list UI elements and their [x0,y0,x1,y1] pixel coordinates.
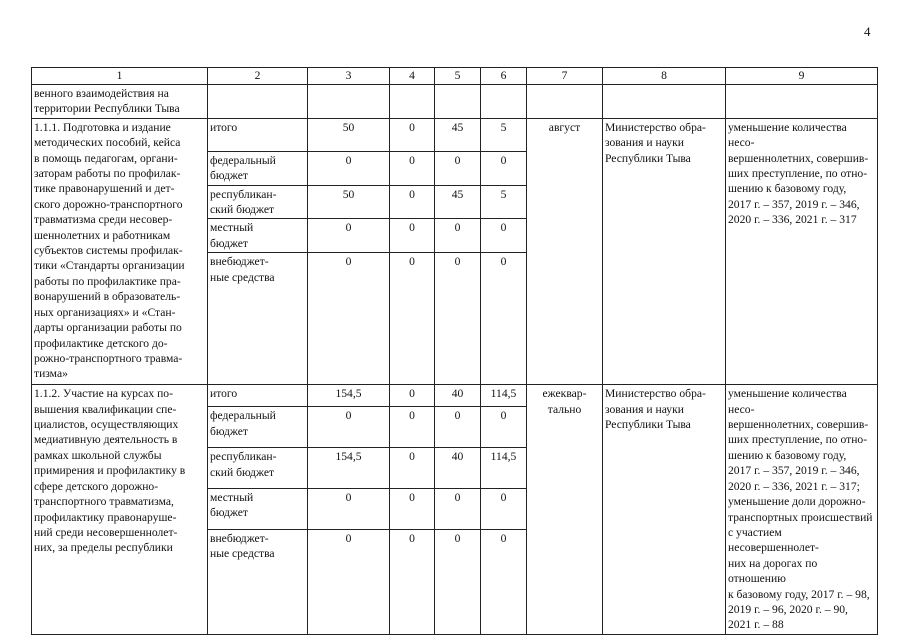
column-number: 8 [603,68,726,85]
measure-description: 1.1.2. Участие на курсах по- вышения квалификации спе- циалистов, осуществляющих медиативную деятельность в рамках школьной службы примирения и профилактику в сфере детского дорожно- транспортного травматизма, профилактику правонаруше- ний среди несовершеннолет- них, за пределы республики [32,385,208,635]
funding-2019: 0 [390,448,435,489]
funding-source: внебюджет- ные средства [208,253,308,385]
measure-executor: Министерство обра- зования и науки Республики Тыва [603,385,726,635]
measures-table [31,67,878,635]
funding-total: 50 [308,118,390,151]
funding-total: 0 [308,529,390,634]
continued-description: венного взаимодействия на территории Республики Тыва [32,85,208,119]
funding-source: республикан- ский бюджет [208,185,308,219]
funding-2021: 5 [481,118,527,151]
funding-source: внебюджет- ные средства [208,529,308,634]
page-number: 4 [864,24,871,39]
measure-result: уменьшение количества несо- вершеннолетних, совершив- ших преступление, по отно- шению к базовому году, 2017 г. – 357, 2019 г. – 346, 2020 г. – 336, 2021 г. – 317; уменьшение доли дорожно- транспортных происшествий с участием несовершеннолет- них на дорогах по отношению к базовому году, 2017 г. – 98, 2019 г. – 96, 2020 г. – 90, 2021 г. – 88 [726,385,878,635]
funding-source: местный бюджет [208,489,308,530]
column-number-row [32,68,878,85]
funding-source: итого [208,118,308,151]
funding-source: федеральный бюджет [208,151,308,185]
funding-2021: 0 [481,151,527,185]
funding-total: 0 [308,219,390,253]
funding-2020: 45 [435,118,481,151]
funding-2020: 0 [435,151,481,185]
measure-term: август [527,118,603,384]
funding-2021: 0 [481,219,527,253]
funding-total: 50 [308,185,390,219]
column-number: 7 [527,68,603,85]
funding-2019: 0 [390,219,435,253]
continuation-row [32,85,878,119]
funding-source: республикан- ский бюджет [208,448,308,489]
funding-source: итого [208,385,308,407]
column-number: 6 [481,68,527,85]
funding-2021: 0 [481,529,527,634]
funding-source: федеральный бюджет [208,407,308,448]
funding-2021: 114,5 [481,385,527,407]
funding-2020: 40 [435,385,481,407]
funding-2019: 0 [390,385,435,407]
measure-result: уменьшение количества несо- вершеннолетних, совершив- ших преступление, по отно- шению к базовому году, 2017 г. – 357, 2019 г. – 346, 2020 г. – 336, 2021 г. – 317 [726,118,878,384]
funding-total: 0 [308,489,390,530]
funding-total: 154,5 [308,385,390,407]
column-number: 1 [32,68,208,85]
funding-2019: 0 [390,151,435,185]
funding-2019: 0 [390,489,435,530]
funding-total: 154,5 [308,448,390,489]
funding-2019: 0 [390,529,435,634]
funding-2020: 0 [435,529,481,634]
funding-source: местный бюджет [208,219,308,253]
funding-2020: 0 [435,219,481,253]
column-number: 3 [308,68,390,85]
measure-description: 1.1.1. Подготовка и издание методических пособий, кейса в помощь педагогам, органи- заторам работы по профилак- тике правонарушений и дет- ского дорожно-транспортного травматизма среди несовер- шеннолетних и работникам субъектов системы профилак- тики «Стандарты организации работы по профилактике пра- вонарушений в образователь- ных организациях» и «Стан- дарты организации работы по профилактике детского до- рожно-транспортного травма- тизма» [32,118,208,384]
funding-total: 0 [308,253,390,385]
funding-total: 0 [308,407,390,448]
measure-term: ежеквар- тально [527,385,603,635]
funding-2021: 5 [481,185,527,219]
funding-2020: 0 [435,489,481,530]
funding-2021: 114,5 [481,448,527,489]
table-row [32,385,878,407]
funding-2020: 45 [435,185,481,219]
funding-2020: 40 [435,448,481,489]
column-number: 9 [726,68,878,85]
funding-2019: 0 [390,118,435,151]
funding-2019: 0 [390,407,435,448]
funding-2019: 0 [390,253,435,385]
column-number: 2 [208,68,308,85]
funding-total: 0 [308,151,390,185]
funding-2021: 0 [481,253,527,385]
funding-2019: 0 [390,185,435,219]
column-number: 5 [435,68,481,85]
funding-2021: 0 [481,489,527,530]
funding-2020: 0 [435,407,481,448]
measure-executor: Министерство обра- зования и науки Республики Тыва [603,118,726,384]
funding-2021: 0 [481,407,527,448]
funding-2020: 0 [435,253,481,385]
column-number: 4 [390,68,435,85]
table-row [32,118,878,151]
